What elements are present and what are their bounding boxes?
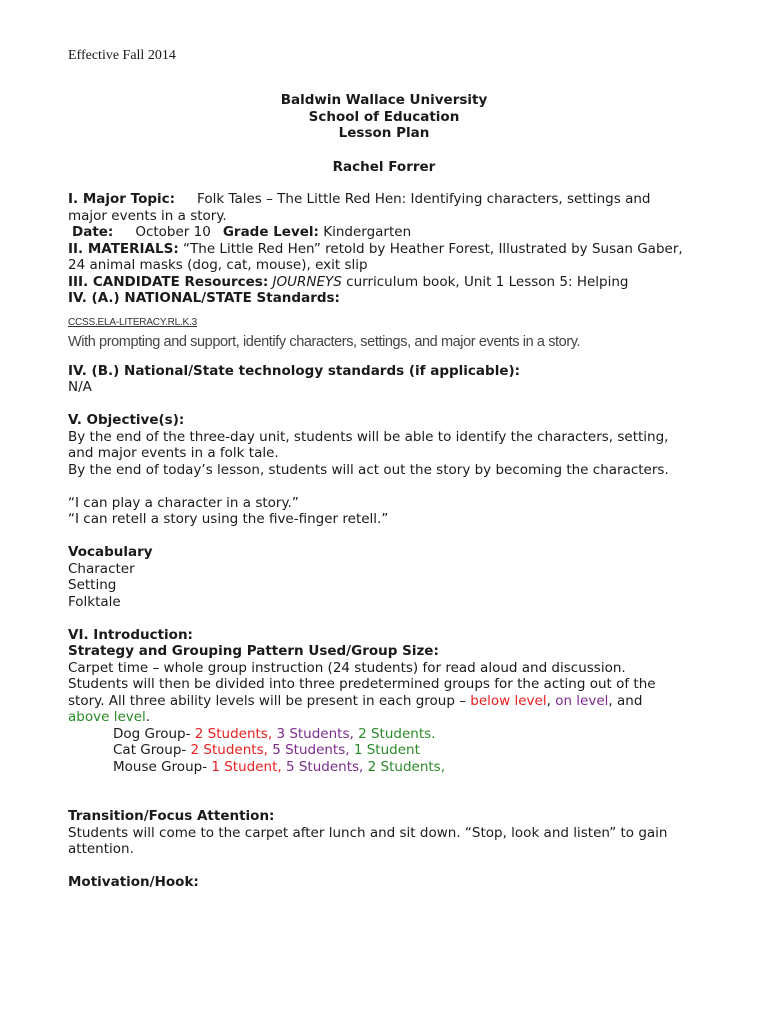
introduction-line: Carpet time – whole group instruction (24 students) for read aloud and discussion. (68, 659, 626, 676)
separator: , (546, 692, 556, 709)
vocabulary-word: Character (68, 560, 135, 577)
separator: , (263, 742, 273, 758)
date-label: Date: (72, 224, 114, 240)
separator: , and (608, 692, 643, 709)
materials-cont: 24 animal masks (dog, cat, mouse), exit slip (68, 257, 368, 273)
below-level-label: below level (470, 692, 547, 709)
group-label: Cat Group- (113, 742, 191, 758)
transition-line: Students will come to the carpet after lunch and sit down. “Stop, look and listen” to gain (68, 824, 668, 841)
standard-text: With prompting and support, identify characters, settings, and major events in a story. (68, 334, 581, 350)
group-row (68, 742, 708, 759)
tech-standards-heading: IV. (B.) National/State technology standards (if applicable): (68, 362, 521, 379)
group-on: 3 Students (276, 725, 350, 742)
group-row (68, 759, 708, 776)
resources-book: JOURNEYS (272, 273, 342, 290)
objective-line: and major events in a folk tale. (68, 445, 279, 461)
group-above: 2 Students. (358, 725, 436, 742)
group-above: 1 Student (353, 742, 420, 758)
resources-label: III. CANDIDATE Resources: (68, 273, 269, 290)
materials (68, 241, 708, 258)
document-header (0, 92, 768, 175)
introduction-text: story. All three ability levels will be present in each group – (68, 692, 471, 709)
major-topic (68, 191, 708, 208)
author-name: Rachel Forrer (332, 158, 436, 175)
materials-label: II. MATERIALS: (68, 240, 179, 257)
transition-line: attention. (68, 841, 134, 857)
separator: , (277, 758, 286, 775)
introduction-line (68, 709, 708, 726)
group-below: 2 Students (194, 725, 268, 742)
university-name: Baldwin Wallace University (280, 92, 488, 108)
group-label: Dog Group- (113, 725, 195, 742)
strategy-heading: Strategy and Grouping Pattern Used/Group Size: (68, 643, 439, 659)
grade-label: Grade Level: (222, 224, 319, 240)
group-above: 2 Students, (367, 758, 445, 775)
introduction-heading: VI. Introduction: (68, 626, 193, 643)
group-row (68, 726, 708, 743)
separator: , (267, 725, 277, 742)
introduction-line: Students will then be divided into three predetermined groups for the acting out of the (68, 676, 656, 692)
on-level-label: on level (555, 692, 609, 709)
resources (68, 274, 708, 291)
document-type: Lesson Plan (338, 125, 430, 141)
effective-date: Effective Fall 2014 (68, 48, 176, 63)
materials-text: “The Little Red Hen” retold by Heather Forest, Illustrated by Susan Gaber, (183, 240, 683, 257)
date-row (68, 224, 708, 241)
i-can-statement: “I can play a character in a story.” (68, 494, 299, 511)
major-topic-cont: major events in a story. (68, 207, 227, 224)
i-can-statement: “I can retell a story using the five-finger retell.” (68, 511, 389, 527)
objective-line: By the end of the three-day unit, students will be able to identify the characters, setting, (68, 428, 669, 445)
standard-code: CCSS.ELA-LITERACY.RL.K.3 (68, 316, 197, 328)
objective-line: By the end of today’s lesson, students will act out the story by becoming the characters. (68, 461, 669, 478)
vocabulary-word: Folktale (68, 593, 121, 610)
date-value: October 10 (135, 224, 211, 240)
group-label: Mouse Group- (113, 758, 212, 775)
group-on: 5 Students (272, 742, 346, 758)
vocabulary-heading: Vocabulary (68, 544, 153, 560)
group-below: 1 Student (211, 758, 278, 775)
separator: , (345, 742, 354, 758)
motivation-heading: Motivation/Hook: (68, 874, 199, 890)
major-topic-text: Folk Tales – The Little Red Hen: Identifying characters, settings and (197, 191, 651, 207)
objectives-heading: V. Objective(s): (68, 412, 185, 428)
period: . (145, 709, 151, 725)
transition-heading: Transition/Focus Attention: (68, 808, 275, 824)
grade-value: Kindergarten (323, 224, 412, 240)
major-topic-label: I. Major Topic: (68, 191, 176, 207)
tech-standards-value: N/A (68, 379, 92, 395)
standards-heading: IV. (A.) NATIONAL/STATE Standards: (68, 290, 340, 306)
resources-text: curriculum book, Unit 1 Lesson 5: Helping (341, 273, 629, 290)
separator: , (359, 758, 368, 775)
lesson-plan-body (68, 191, 708, 891)
school-name: School of Education (308, 108, 460, 125)
vocabulary-word: Setting (68, 577, 117, 593)
separator: , (349, 725, 359, 742)
introduction-line (68, 693, 708, 710)
group-below: 2 Students (190, 742, 264, 758)
above-level-label: above level (68, 709, 146, 725)
group-on: 5 Students (285, 758, 360, 775)
